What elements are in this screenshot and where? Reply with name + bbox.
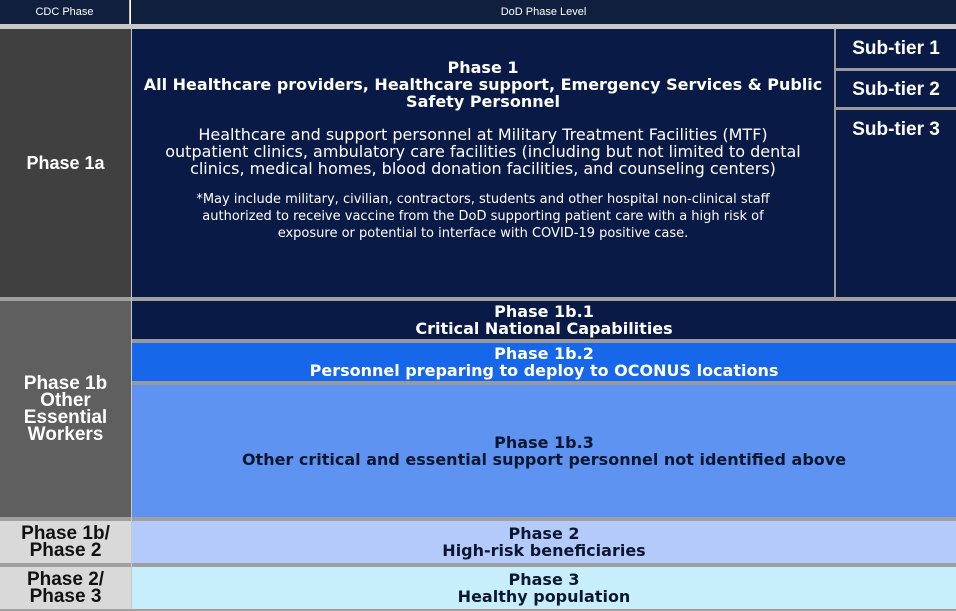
phase-1b-1-title: Phase 1b.1 <box>494 302 594 321</box>
cdc-phase-1b-label-line-1: Phase 1b <box>23 373 108 394</box>
sub-tier-3-label: Sub-tier 3 <box>852 119 940 140</box>
phase-1-description-line-3: clinics, medical homes, blood donation facilities, and counseling centers) <box>190 159 776 178</box>
header-dod-phase-level <box>131 0 956 24</box>
sub-tier-2-label: Sub-tier 2 <box>852 78 940 100</box>
phase-1-cell <box>132 29 834 297</box>
cdc-phase-1b-label-line-4: Workers <box>27 424 104 445</box>
sub-tier-1-label: Sub-tier 1 <box>852 38 940 59</box>
cdc-phase-2-3-label-line-1: Phase 2/ <box>26 569 105 590</box>
cdc-phase-1b-2-label-line-2: Phase 2 <box>29 540 102 561</box>
cdc-phase-1b-2-label-line-1: Phase 1b/ <box>21 523 110 544</box>
phase-1-note-line-3: exposure or potential to interface with COVID-19 positive case. <box>277 226 689 241</box>
cdc-phase-2-3-label-line-2: Phase 3 <box>29 586 102 607</box>
phase-1b-3-description: Other critical and essential support personnel not identified above <box>241 450 847 469</box>
phase-3-title: Phase 3 <box>508 570 580 589</box>
phase-1-description-line-1: Healthcare and support personnel at Military Treatment Facilities (MTF) <box>198 125 768 144</box>
sub-tier-1 <box>836 29 956 68</box>
cdc-phase-1a <box>0 29 131 297</box>
phase-1b-3-cell <box>132 385 956 517</box>
phase-2-description: High-risk beneficiaries <box>442 541 646 560</box>
phase-1b-3-title: Phase 1b.3 <box>494 433 594 452</box>
phase-1-title: Phase 1 <box>447 58 519 77</box>
phase-1-description-line-2: outpatient clinics, ambulatory care facilities (including but not limited to dental <box>165 142 801 161</box>
cdc-phase-1b <box>0 301 131 517</box>
cdc-phase-1a-label: Phase 1a <box>26 152 105 173</box>
sub-tier-2 <box>836 71 956 107</box>
header-cdc-phase <box>0 0 130 24</box>
phase-1b-2-description: Personnel preparing to deploy to OCONUS locations <box>309 361 779 380</box>
phase-1-note-line-1: *May include military, civilian, contractors, students and other hospital non-clinical staff <box>196 192 770 207</box>
phase-1-note-line-2: authorized to receive vaccine from the DoD supporting patient care with a high risk of <box>202 209 764 224</box>
phase-3-cell <box>132 567 956 609</box>
phase-1b-1-description: Critical National Capabilities <box>415 319 673 338</box>
phase-1b-2-title: Phase 1b.2 <box>494 344 594 363</box>
cdc-phase-2-3 <box>0 567 131 609</box>
phase-1-subtitle-line-1: All Healthcare providers, Healthcare support, Emergency Services & Public <box>143 75 823 94</box>
cdc-phase-1b-2 <box>0 521 131 563</box>
column-divider <box>131 29 132 609</box>
phase-1-subtitle-line-2: Safety Personnel <box>406 92 560 111</box>
phase-1b-2-cell <box>132 343 956 381</box>
phase-1b-1-cell <box>132 301 956 339</box>
header-cdc-phase-label: CDC Phase <box>35 6 94 18</box>
sub-tier-3 <box>836 110 956 297</box>
header-dod-phase-level-label: DoD Phase Level <box>500 6 587 18</box>
cdc-phase-1b-label-line-2: Other <box>40 390 91 411</box>
phase-2-cell <box>132 521 956 563</box>
cdc-phase-1b-label-line-3: Essential <box>23 407 108 428</box>
phase-3-description: Healthy population <box>457 587 631 606</box>
phase-2-title: Phase 2 <box>508 524 580 543</box>
